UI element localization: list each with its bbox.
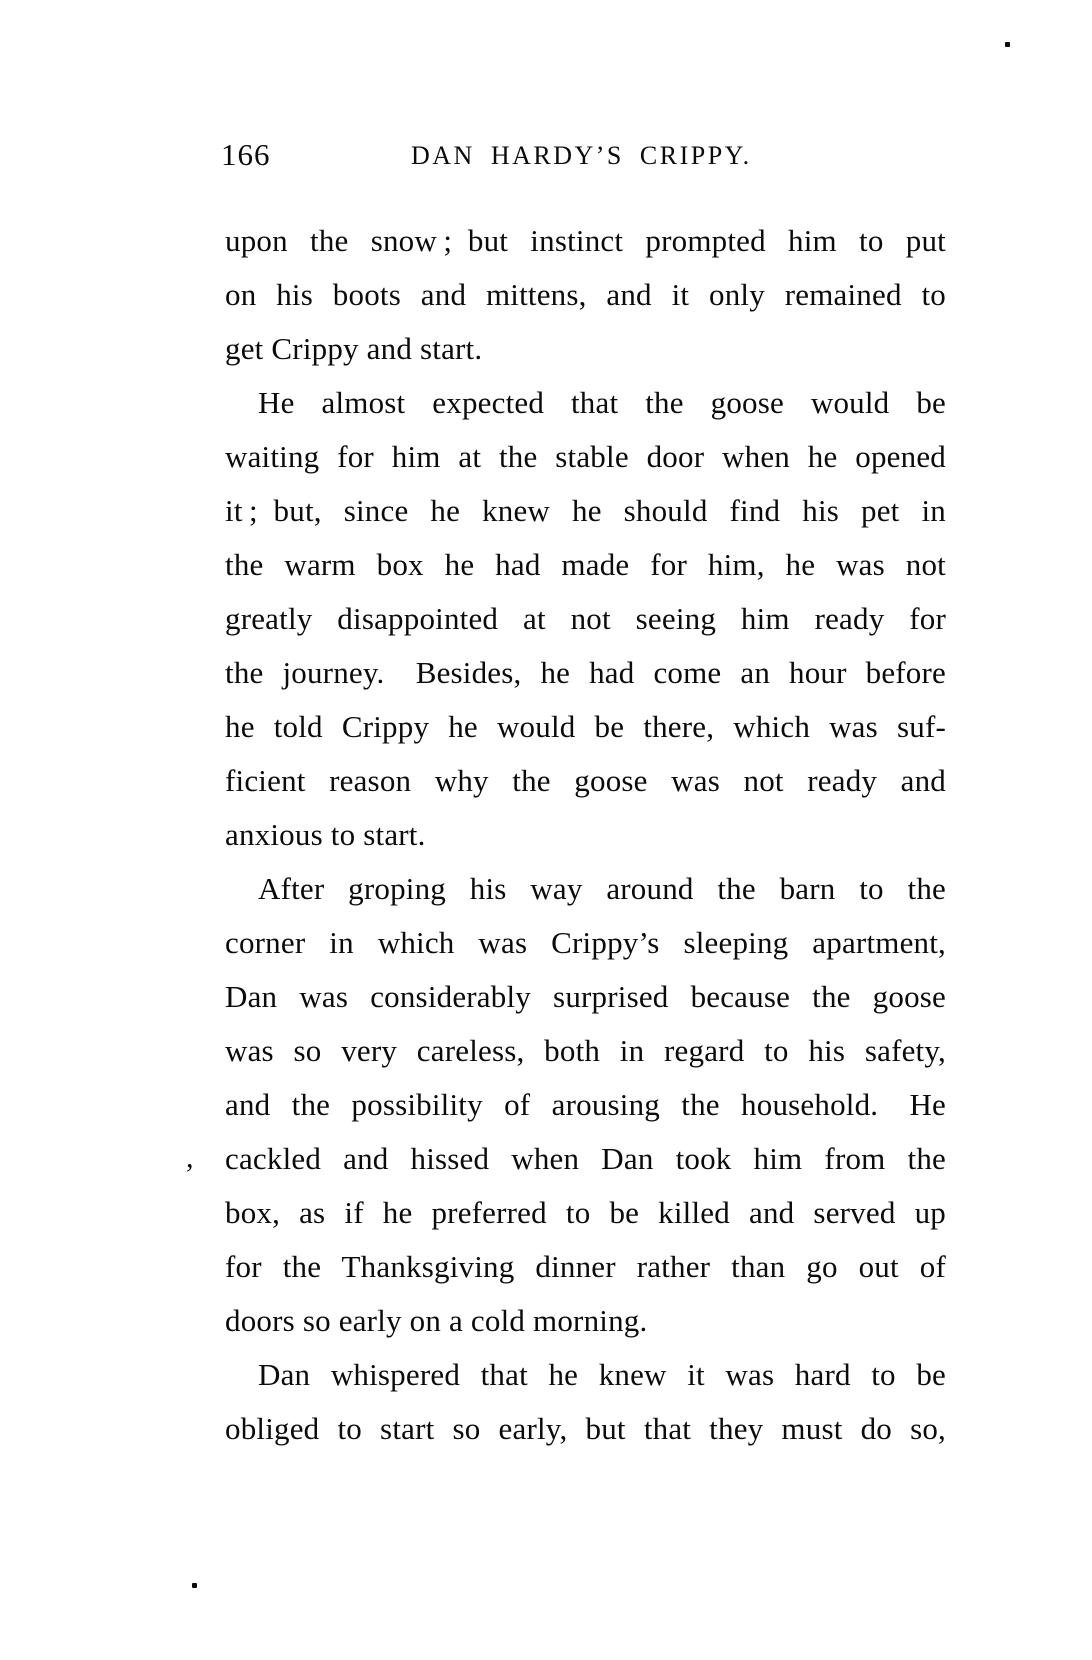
page-header: [0, 0, 1092, 190]
text-line: the warm box he had made for him, he was not: [225, 547, 946, 582]
text-line: cackled and hissed when Dan took him from the: [225, 1141, 946, 1176]
text-line: anxious to start.: [225, 817, 426, 852]
text-line: corner in which was Crippy’s sleeping apartment,: [225, 925, 946, 960]
text-line: he told Crippy he would be there, which was suf-: [225, 709, 946, 744]
text-line: doors so early on a cold morning.: [225, 1303, 648, 1338]
page-number: 166: [221, 137, 271, 172]
text-line: obliged to start so early, but that they must do so,: [225, 1411, 946, 1446]
text-line: upon the snow ; but instinct prompted him to put: [225, 223, 946, 258]
scan-artifact-dot: [192, 1583, 197, 1588]
scan-artifact-dot: [1005, 42, 1010, 47]
text-line: Dan was considerably surprised because the goose: [225, 979, 946, 1014]
text-line: the journey. Besides, he had come an hour before: [225, 655, 946, 690]
text-line: was so very careless, both in regard to his safety,: [225, 1033, 946, 1068]
text-line: it ; but, since he knew he should find his pet in: [225, 493, 946, 528]
text-line: get Crippy and start.: [225, 331, 483, 366]
text-line: box, as if he preferred to be killed and served up: [225, 1195, 946, 1230]
text-line: After groping his way around the barn to the: [258, 871, 946, 906]
text-line: He almost expected that the goose would be: [258, 385, 946, 420]
text-line: ficient reason why the goose was not ready and: [225, 763, 946, 798]
text-line: Dan whispered that he knew it was hard to be: [258, 1357, 946, 1392]
text-block: [225, 214, 946, 1456]
text-line: and the possibility of arousing the household. He: [225, 1087, 946, 1122]
text-line: for the Thanksgiving dinner rather than go out of: [225, 1249, 946, 1284]
text-line: waiting for him at the stable door when he opened: [225, 439, 946, 474]
scan-artifact-comma: ,: [186, 1141, 194, 1174]
running-title: DAN HARDY’S CRIPPY.: [411, 141, 752, 170]
text-line: greatly disappointed at not seeing him ready for: [225, 601, 946, 636]
text-line: on his boots and mittens, and it only remained to: [225, 277, 946, 312]
